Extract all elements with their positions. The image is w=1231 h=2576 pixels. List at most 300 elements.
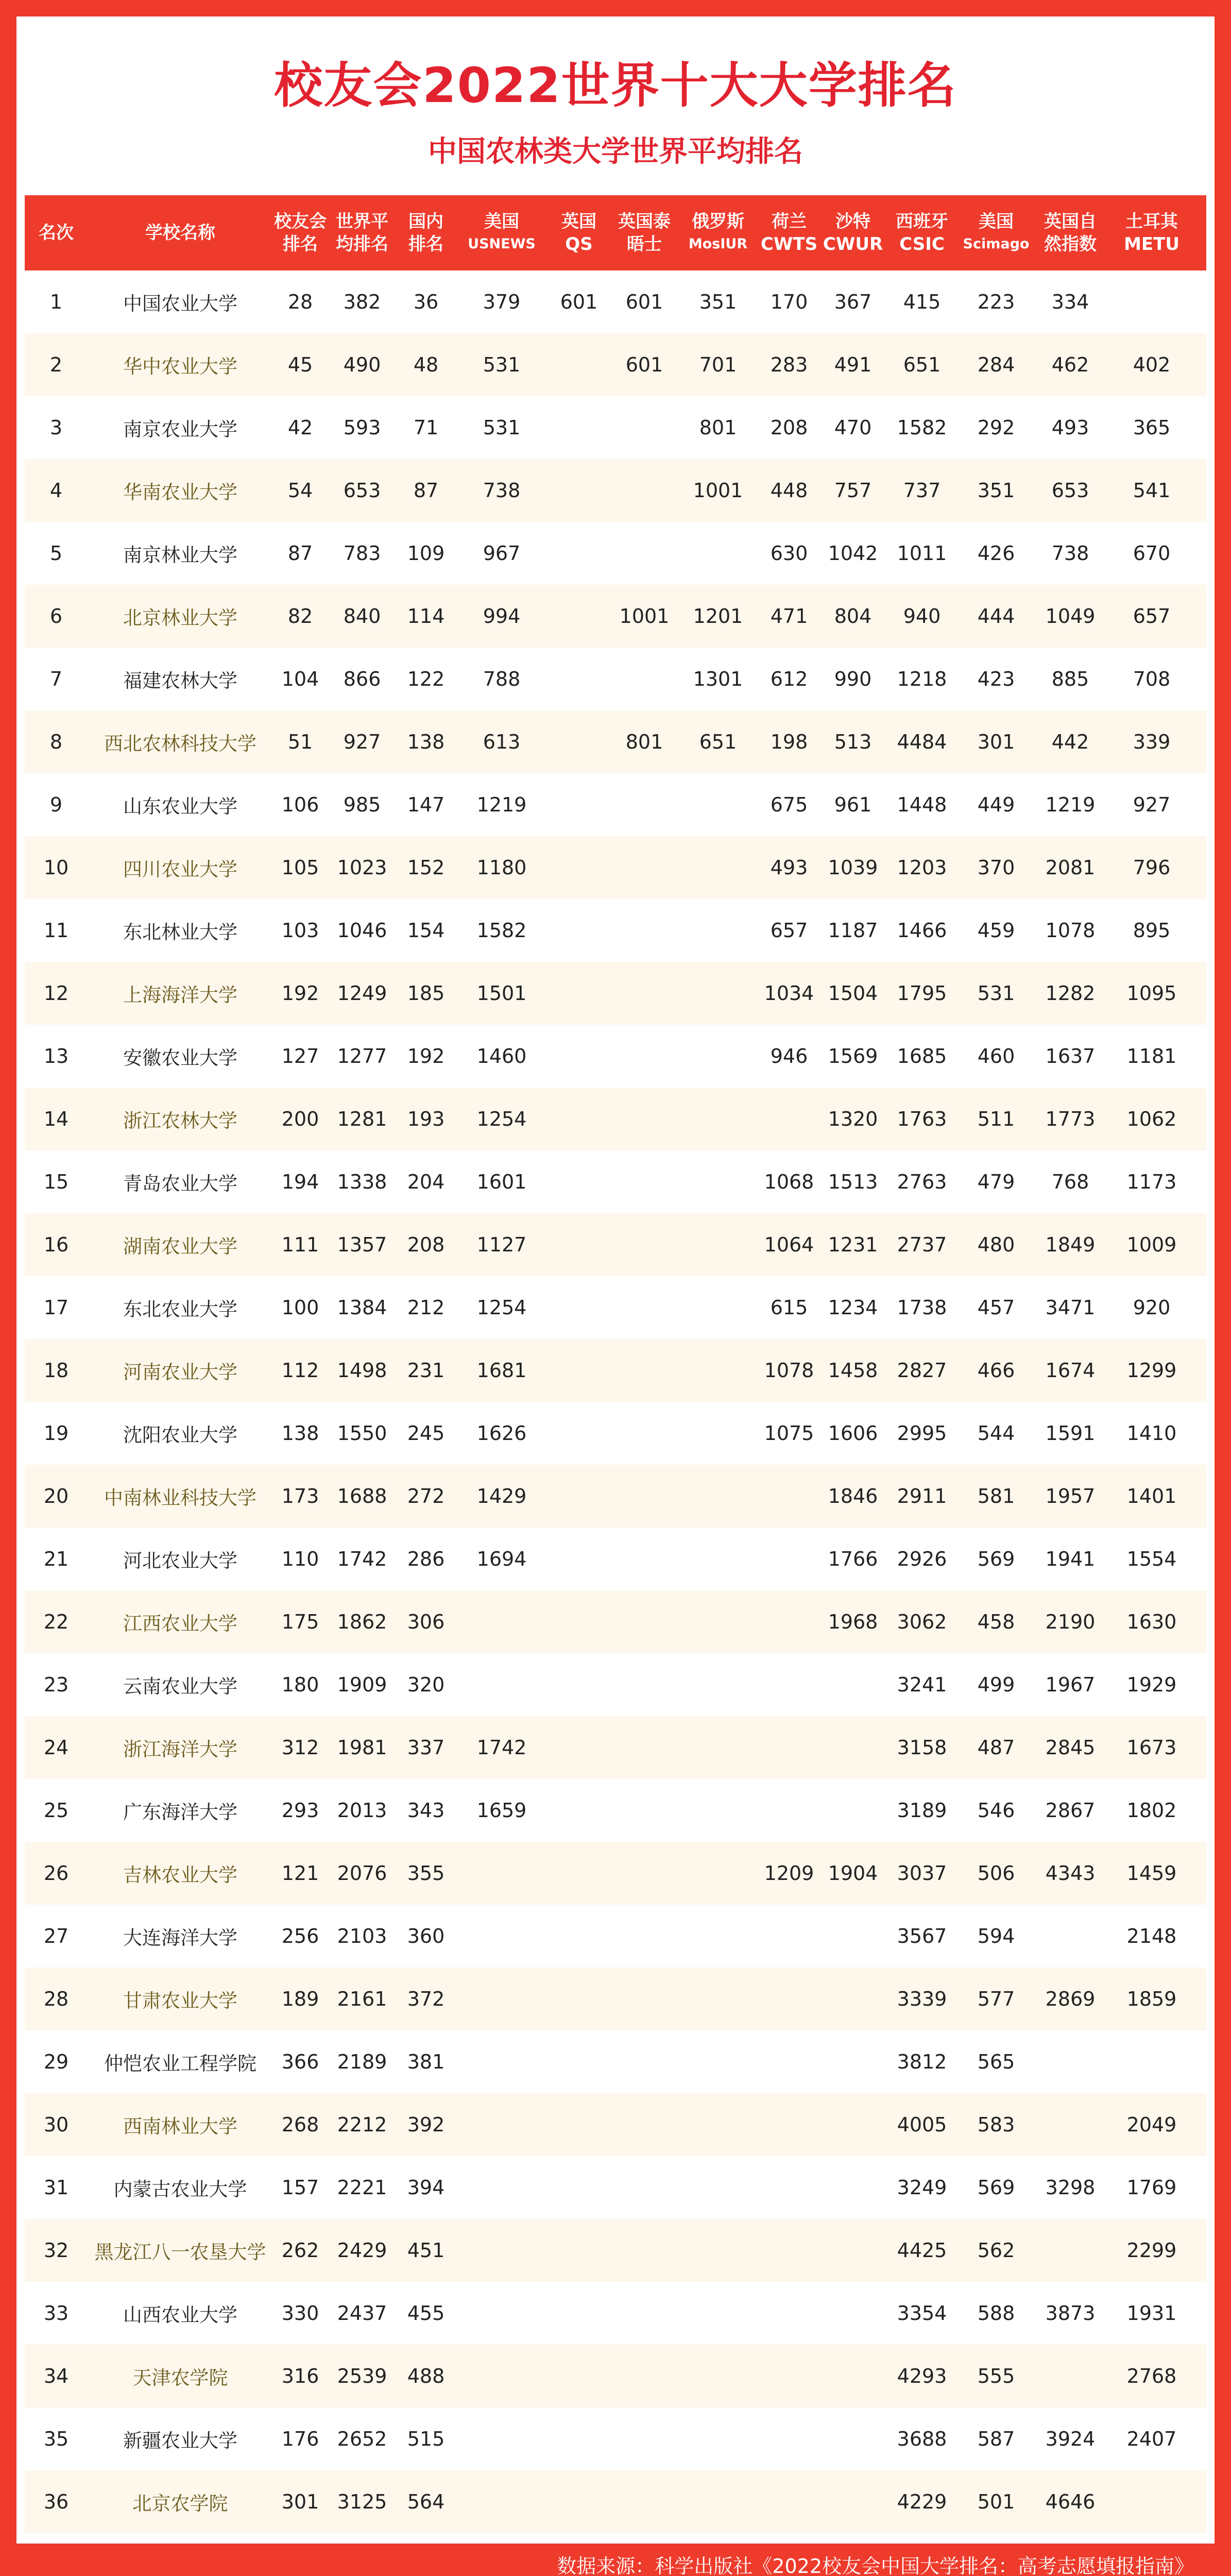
cell-world-avg-rank: 1862 xyxy=(337,1611,387,1633)
table-row xyxy=(25,522,1206,585)
cell-domestic-rank: 138 xyxy=(407,731,445,753)
cell-metu: 920 xyxy=(1133,1296,1171,1319)
cell-mosiur xyxy=(679,962,757,1025)
cell-nature-index: 2869 xyxy=(1045,1988,1096,2010)
cell-world-avg-rank: 985 xyxy=(343,793,381,816)
cell-scimago: 457 xyxy=(977,1296,1015,1319)
cell-school-name: 浙江海洋大学 xyxy=(123,1738,237,1760)
cell-scimago: 487 xyxy=(977,1736,1015,1759)
cell-cwts: 1064 xyxy=(764,1233,814,1256)
cell-cwur: 1766 xyxy=(828,1548,878,1570)
cell-usnews: 1254 xyxy=(476,1108,527,1130)
header-line2: CWUR xyxy=(823,234,883,255)
cell-csic: 1738 xyxy=(897,1296,947,1319)
cell-metu: 1459 xyxy=(1126,1862,1177,1885)
cell-mosiur xyxy=(679,2219,757,2282)
cell-school-name: 河南农业大学 xyxy=(123,1361,237,1383)
cell-mosiur: 701 xyxy=(699,353,737,376)
cell-cwur: 1968 xyxy=(828,1611,878,1633)
cell-rank: 13 xyxy=(43,1045,69,1067)
cell-mosiur xyxy=(679,1150,757,1213)
cell-mosiur xyxy=(679,522,757,585)
cell-domestic-rank: 392 xyxy=(407,2113,445,2136)
table-row xyxy=(25,585,1206,648)
cell-school-name: 天津农学院 xyxy=(132,2367,228,2389)
cell-world-avg-rank: 1981 xyxy=(337,1736,387,1759)
cell-rank: 36 xyxy=(43,2490,69,2513)
header-line2: CWTS xyxy=(760,234,818,255)
cell-alumni-rank: 100 xyxy=(281,1296,319,1319)
table-row xyxy=(25,899,1206,962)
cell-metu: 365 xyxy=(1133,416,1171,439)
cell-rank: 19 xyxy=(43,1422,69,1445)
table-row xyxy=(25,1968,1206,2030)
cell-domestic-rank: 451 xyxy=(407,2239,445,2262)
cell-rank: 26 xyxy=(43,1862,69,1885)
cell-school-name: 青岛农业大学 xyxy=(123,1173,237,1195)
cell-metu: 708 xyxy=(1133,668,1171,690)
cell-csic: 3688 xyxy=(897,2428,947,2450)
cell-scimago: 459 xyxy=(977,919,1015,942)
header-line2: 排名 xyxy=(283,234,318,255)
cell-alumni-rank: 138 xyxy=(281,1422,319,1445)
cell-school-name: 北京林业大学 xyxy=(123,607,237,629)
header-nature-index xyxy=(1033,195,1107,270)
cell-domestic-rank: 208 xyxy=(407,1233,445,1256)
cell-rank: 11 xyxy=(43,919,69,942)
header-line2: 排名 xyxy=(408,234,443,255)
cell-metu xyxy=(1107,2470,1196,2533)
cell-cwur: 757 xyxy=(834,479,872,502)
cell-alumni-rank: 268 xyxy=(281,2113,319,2136)
table-row xyxy=(25,1088,1206,1150)
cell-nature-index: 1967 xyxy=(1045,1673,1096,1696)
header-line1: 国内 xyxy=(408,211,443,232)
cell-school-name: 大连海洋大学 xyxy=(123,1927,237,1949)
cell-nature-index: 1078 xyxy=(1045,919,1096,942)
cell-cwts xyxy=(757,2093,821,2156)
cell-world-avg-rank: 1338 xyxy=(337,1171,387,1193)
cell-csic: 3339 xyxy=(897,1988,947,2010)
cell-csic: 4005 xyxy=(897,2113,947,2136)
cell-csic: 3062 xyxy=(897,1611,947,1633)
cell-usnews: 1742 xyxy=(476,1736,527,1759)
cell-world-avg-rank: 1277 xyxy=(337,1045,387,1067)
cell-metu: 927 xyxy=(1133,793,1171,816)
header-line1: 美国 xyxy=(484,211,519,232)
cell-metu: 2049 xyxy=(1126,2113,1177,2136)
table-row xyxy=(25,270,1206,333)
cell-world-avg-rank: 2652 xyxy=(337,2428,387,2450)
cell-cwur xyxy=(821,2345,885,2408)
cell-domestic-rank: 36 xyxy=(413,291,439,313)
cell-usnews: 1180 xyxy=(476,856,527,879)
cell-alumni-rank: 312 xyxy=(281,1736,319,1759)
cell-domestic-rank: 343 xyxy=(407,1799,445,1822)
cell-cwts xyxy=(757,1528,821,1590)
cell-cwts xyxy=(757,2282,821,2345)
cell-alumni-rank: 28 xyxy=(287,291,313,313)
cell-school-name: 南京林业大学 xyxy=(123,544,237,566)
cell-school-name: 西南林业大学 xyxy=(123,2115,237,2138)
cell-cwur: 513 xyxy=(834,731,872,753)
cell-domestic-rank: 564 xyxy=(407,2490,445,2513)
cell-usnews xyxy=(455,1590,548,1653)
cell-domestic-rank: 360 xyxy=(407,1925,445,1947)
cell-times xyxy=(610,2345,679,2408)
cell-usnews: 1254 xyxy=(476,1296,527,1319)
cell-alumni-rank: 189 xyxy=(281,1988,319,2010)
cell-alumni-rank: 51 xyxy=(287,731,313,753)
cell-mosiur: 651 xyxy=(699,731,737,753)
cell-mosiur xyxy=(679,1402,757,1465)
cell-cwts: 1209 xyxy=(764,1862,814,1885)
cell-school-name: 华中农业大学 xyxy=(123,355,237,378)
cell-mosiur xyxy=(679,2408,757,2470)
cell-cwur: 961 xyxy=(834,793,872,816)
cell-school-name: 仲恺农业工程学院 xyxy=(104,2053,257,2075)
cell-csic: 4425 xyxy=(897,2239,947,2262)
header-line1: 荷兰 xyxy=(772,211,807,232)
table-row xyxy=(25,2093,1206,2156)
ranking-table xyxy=(25,195,1206,2533)
cell-nature-index: 653 xyxy=(1051,479,1089,502)
cell-rank: 9 xyxy=(49,793,63,816)
cell-qs xyxy=(548,2345,610,2408)
cell-usnews: 1582 xyxy=(476,919,527,942)
cell-usnews: 1219 xyxy=(476,793,527,816)
cell-alumni-rank: 366 xyxy=(281,2050,319,2073)
table-row xyxy=(25,1590,1206,1653)
cell-qs xyxy=(548,962,610,1025)
cell-qs xyxy=(548,396,610,459)
cell-domestic-rank: 381 xyxy=(407,2050,445,2073)
cell-rank: 24 xyxy=(43,1736,69,1759)
cell-qs xyxy=(548,333,610,396)
cell-nature-index: 2190 xyxy=(1045,1611,1096,1633)
header-line1: 沙特 xyxy=(835,211,870,232)
cell-metu: 2768 xyxy=(1126,2365,1177,2387)
cell-metu: 1554 xyxy=(1126,1548,1177,1570)
header-qs xyxy=(548,195,610,270)
cell-domestic-rank: 320 xyxy=(407,1673,445,1696)
cell-cwts xyxy=(757,1968,821,2030)
cell-world-avg-rank: 2076 xyxy=(337,1862,387,1885)
cell-usnews: 1127 xyxy=(476,1233,527,1256)
cell-alumni-rank: 175 xyxy=(281,1611,319,1633)
cell-cwts xyxy=(757,1905,821,1968)
cell-qs xyxy=(548,2093,610,2156)
header-cwur xyxy=(821,195,885,270)
cell-world-avg-rank: 2013 xyxy=(337,1799,387,1822)
cell-domestic-rank: 192 xyxy=(407,1045,445,1067)
cell-mosiur: 801 xyxy=(699,416,737,439)
cell-domestic-rank: 306 xyxy=(407,1611,445,1633)
cell-usnews xyxy=(455,2470,548,2533)
cell-scimago: 449 xyxy=(977,793,1015,816)
cell-nature-index: 1282 xyxy=(1045,982,1096,1005)
cell-qs xyxy=(548,773,610,836)
cell-cwur xyxy=(821,2093,885,2156)
cell-school-name: 山西农业大学 xyxy=(123,2304,237,2326)
cell-scimago: 499 xyxy=(977,1673,1015,1696)
cell-scimago: 581 xyxy=(977,1485,1015,1507)
cell-metu: 2407 xyxy=(1126,2428,1177,2450)
cell-world-avg-rank: 2189 xyxy=(337,2050,387,2073)
cell-qs xyxy=(548,2408,610,2470)
cell-csic: 3812 xyxy=(897,2050,947,2073)
cell-csic: 2911 xyxy=(897,1485,947,1507)
cell-times xyxy=(610,1276,679,1339)
cell-domestic-rank: 87 xyxy=(413,479,439,502)
cell-metu: 1769 xyxy=(1126,2176,1177,2199)
cell-usnews: 994 xyxy=(483,605,521,628)
cell-qs xyxy=(548,1590,610,1653)
cell-world-avg-rank: 2539 xyxy=(337,2365,387,2387)
cell-times xyxy=(610,2470,679,2533)
cell-usnews: 379 xyxy=(483,291,521,313)
cell-csic: 1448 xyxy=(897,793,947,816)
cell-cwts: 448 xyxy=(770,479,808,502)
cell-metu: 1181 xyxy=(1126,1045,1177,1067)
cell-scimago: 301 xyxy=(977,731,1015,753)
table-row xyxy=(25,1716,1206,1779)
cell-csic: 3189 xyxy=(897,1799,947,1822)
table-row xyxy=(25,2030,1206,2093)
cell-nature-index xyxy=(1033,2219,1107,2282)
cell-school-name: 河北农业大学 xyxy=(123,1550,237,1572)
cell-nature-index: 768 xyxy=(1051,1171,1089,1193)
cell-alumni-rank: 111 xyxy=(281,1233,319,1256)
cell-mosiur xyxy=(679,1339,757,1402)
header-cwts xyxy=(757,195,821,270)
cell-domestic-rank: 185 xyxy=(407,982,445,1005)
cell-rank: 23 xyxy=(43,1673,69,1696)
cell-school-name: 浙江农林大学 xyxy=(123,1110,237,1132)
cell-school-name: 东北农业大学 xyxy=(123,1298,237,1320)
cell-scimago: 562 xyxy=(977,2239,1015,2262)
cell-school-name: 新疆农业大学 xyxy=(123,2430,237,2452)
cell-world-avg-rank: 1357 xyxy=(337,1233,387,1256)
cell-nature-index: 442 xyxy=(1051,731,1089,753)
header-line2: CSIC xyxy=(899,234,945,255)
cell-scimago: 569 xyxy=(977,2176,1015,2199)
cell-school-name: 华南农业大学 xyxy=(123,481,237,503)
cell-domestic-rank: 71 xyxy=(413,416,439,439)
cell-nature-index: 462 xyxy=(1051,353,1089,376)
cell-school-name: 南京农业大学 xyxy=(123,418,237,440)
cell-world-avg-rank: 783 xyxy=(343,542,381,565)
cell-cwur: 990 xyxy=(834,668,872,690)
cell-nature-index xyxy=(1033,2030,1107,2093)
cell-times xyxy=(610,836,679,899)
header-line2: 晤士 xyxy=(627,234,662,255)
cell-cwur xyxy=(821,2282,885,2345)
table-row xyxy=(25,1528,1206,1590)
cell-metu: 796 xyxy=(1133,856,1171,879)
header-line1: 西班牙 xyxy=(896,211,948,232)
cell-cwur xyxy=(821,1968,885,2030)
cell-csic: 737 xyxy=(903,479,941,502)
cell-metu: 1673 xyxy=(1126,1736,1177,1759)
table-row xyxy=(25,396,1206,459)
cell-times: 1001 xyxy=(619,605,670,628)
cell-domestic-rank: 372 xyxy=(407,1988,445,2010)
cell-scimago: 531 xyxy=(977,982,1015,1005)
cell-cwur: 1231 xyxy=(828,1233,878,1256)
cell-world-avg-rank: 866 xyxy=(343,668,381,690)
cell-times xyxy=(610,773,679,836)
cell-metu: 1095 xyxy=(1126,982,1177,1005)
table-body xyxy=(25,270,1206,2533)
cell-world-avg-rank: 1023 xyxy=(337,856,387,879)
cell-world-avg-rank: 2212 xyxy=(337,2113,387,2136)
cell-rank: 6 xyxy=(49,605,63,628)
cell-scimago: 565 xyxy=(977,2050,1015,2073)
cell-rank: 10 xyxy=(43,856,69,879)
cell-usnews xyxy=(455,2345,548,2408)
cell-usnews: 1681 xyxy=(476,1359,527,1382)
header-usnews xyxy=(455,195,548,270)
cell-mosiur xyxy=(679,1213,757,1276)
cell-nature-index xyxy=(1033,2093,1107,2156)
cell-qs xyxy=(548,2030,610,2093)
cell-metu: 1173 xyxy=(1126,1171,1177,1193)
cell-qs xyxy=(548,522,610,585)
cell-domestic-rank: 272 xyxy=(407,1485,445,1507)
table-row xyxy=(25,1150,1206,1213)
cell-cwts: 198 xyxy=(770,731,808,753)
cell-nature-index: 2845 xyxy=(1045,1736,1096,1759)
cell-qs xyxy=(548,1339,610,1402)
table-row xyxy=(25,1339,1206,1402)
header-metu xyxy=(1107,195,1196,270)
cell-times xyxy=(610,2219,679,2282)
table-row xyxy=(25,1465,1206,1528)
cell-alumni-rank: 106 xyxy=(281,793,319,816)
cell-cwts xyxy=(757,1779,821,1842)
cell-rank: 14 xyxy=(43,1108,69,1130)
table-row xyxy=(25,1213,1206,1276)
cell-nature-index: 1849 xyxy=(1045,1233,1096,1256)
cell-csic: 3241 xyxy=(897,1673,947,1696)
cell-csic: 2737 xyxy=(897,1233,947,1256)
cell-qs xyxy=(548,2282,610,2345)
cell-csic: 415 xyxy=(903,291,941,313)
cell-times xyxy=(610,459,679,522)
cell-usnews: 1601 xyxy=(476,1171,527,1193)
cell-domestic-rank: 394 xyxy=(407,2176,445,2199)
cell-mosiur xyxy=(679,2282,757,2345)
cell-world-avg-rank: 593 xyxy=(343,416,381,439)
table-row xyxy=(25,1402,1206,1465)
cell-school-name: 上海海洋大学 xyxy=(123,984,237,1006)
ranking-card xyxy=(16,16,1215,2544)
cell-nature-index: 2081 xyxy=(1045,856,1096,879)
cell-usnews xyxy=(455,1842,548,1905)
cell-qs xyxy=(548,2156,610,2219)
header-line1: 校友会 xyxy=(274,211,327,232)
cell-cwts xyxy=(757,1088,821,1150)
cell-times xyxy=(610,1025,679,1088)
cell-csic: 1011 xyxy=(897,542,947,565)
cell-alumni-rank: 157 xyxy=(281,2176,319,2199)
table-row xyxy=(25,2408,1206,2470)
table-row xyxy=(25,2470,1206,2533)
cell-domestic-rank: 455 xyxy=(407,2302,445,2325)
cell-mosiur xyxy=(679,2030,757,2093)
cell-usnews: 531 xyxy=(483,353,521,376)
cell-csic: 2926 xyxy=(897,1548,947,1570)
cell-times xyxy=(610,1590,679,1653)
header-alumni-rank xyxy=(273,195,328,270)
cell-qs xyxy=(548,1653,610,1716)
cell-mosiur xyxy=(679,1590,757,1653)
cell-metu: 1062 xyxy=(1126,1108,1177,1130)
cell-qs xyxy=(548,1968,610,2030)
cell-scimago: 587 xyxy=(977,2428,1015,2450)
cell-cwts xyxy=(757,2030,821,2093)
cell-mosiur xyxy=(679,1968,757,2030)
cell-domestic-rank: 147 xyxy=(407,793,445,816)
cell-domestic-rank: 204 xyxy=(407,1171,445,1193)
cell-cwts xyxy=(757,2219,821,2282)
cell-alumni-rank: 54 xyxy=(287,479,313,502)
cell-qs xyxy=(548,1276,610,1339)
cell-cwts: 1075 xyxy=(764,1422,814,1445)
cell-school-name: 云南农业大学 xyxy=(123,1675,237,1698)
cell-times: 601 xyxy=(625,353,663,376)
cell-csic: 940 xyxy=(903,605,941,628)
cell-rank: 29 xyxy=(43,2050,69,2073)
cell-nature-index: 1219 xyxy=(1045,793,1096,816)
cell-domestic-rank: 286 xyxy=(407,1548,445,1570)
cell-world-avg-rank: 382 xyxy=(343,291,381,313)
cell-cwts: 208 xyxy=(770,416,808,439)
cell-scimago: 555 xyxy=(977,2365,1015,2387)
cell-nature-index: 4343 xyxy=(1045,1862,1096,1885)
cell-csic: 651 xyxy=(903,353,941,376)
cell-scimago: 479 xyxy=(977,1171,1015,1193)
cell-domestic-rank: 515 xyxy=(407,2428,445,2450)
cell-rank: 20 xyxy=(43,1485,69,1507)
cell-metu: 1859 xyxy=(1126,1988,1177,2010)
cell-metu xyxy=(1107,270,1196,333)
cell-csic: 4484 xyxy=(897,731,947,753)
header-line1: 俄罗斯 xyxy=(692,211,744,232)
cell-qs xyxy=(548,1716,610,1779)
cell-alumni-rank: 87 xyxy=(287,542,313,565)
cell-mosiur xyxy=(679,836,757,899)
cell-usnews xyxy=(455,2156,548,2219)
cell-scimago: 444 xyxy=(977,605,1015,628)
cell-mosiur xyxy=(679,899,757,962)
cell-cwur xyxy=(821,1905,885,1968)
cell-times xyxy=(610,2282,679,2345)
cell-cwur: 1458 xyxy=(828,1359,878,1382)
cell-cwur: 1042 xyxy=(828,542,878,565)
cell-usnews xyxy=(455,2030,548,2093)
cell-scimago: 501 xyxy=(977,2490,1015,2513)
cell-rank: 21 xyxy=(43,1548,69,1570)
cell-usnews: 967 xyxy=(483,542,521,565)
cell-domestic-rank: 337 xyxy=(407,1736,445,1759)
cell-world-avg-rank: 2437 xyxy=(337,2302,387,2325)
cell-usnews: 613 xyxy=(483,731,521,753)
header-line1: 英国 xyxy=(561,211,596,232)
cell-school-name: 四川农业大学 xyxy=(123,858,237,880)
header-scimago xyxy=(959,195,1033,270)
